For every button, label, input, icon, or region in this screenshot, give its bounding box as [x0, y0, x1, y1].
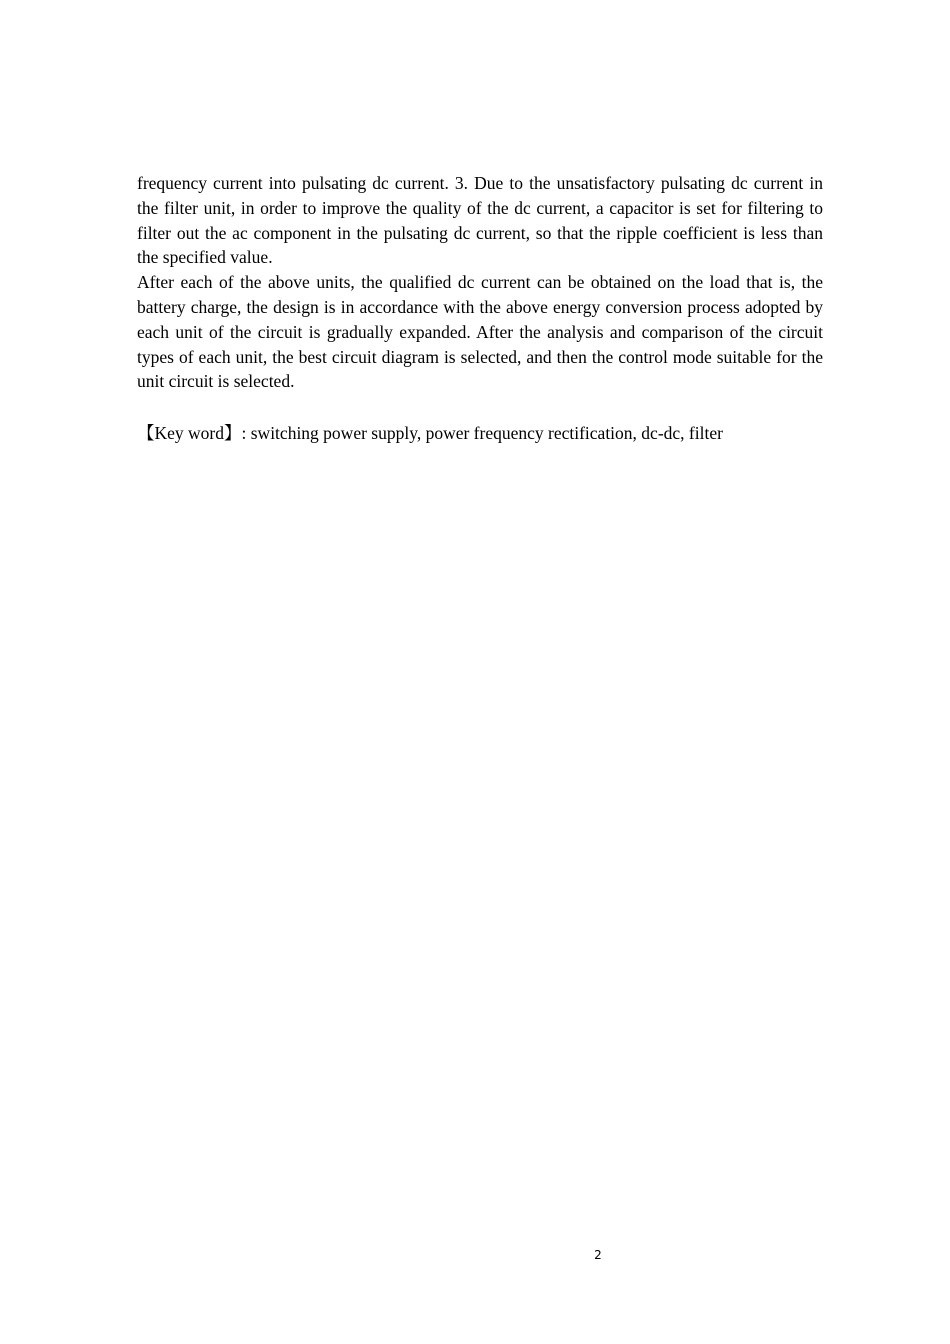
keywords-text: switching power supply, power frequency rectification, dc-dc, filter — [250, 423, 723, 443]
keywords-label: 【Key word】 — [137, 423, 242, 443]
keywords-separator: : — [241, 423, 251, 443]
keywords-line — [137, 421, 837, 446]
abstract-body — [137, 171, 823, 394]
abstract-paragraph-1: frequency current into pulsating dc current. 3. Due to the unsatisfactory pulsating dc current in the filter unit, in order to improve the quality of the dc current, a capacitor is set for filtering to filter out the ac component in the pulsating dc current, so that the ripple coefficient is less than the specified value. — [137, 173, 823, 268]
abstract-paragraph-2: After each of the above units, the qualified dc current can be obtained on the load that is, the battery charge, the design is in accordance with the above energy conversion process adopted by each unit of the circuit is gradually expanded. After the analysis and comparison of the circuit types of each unit, the best circuit diagram is selected, and then the control mode suitable for the unit circuit is selected. — [137, 272, 823, 392]
page-number: 2 — [594, 1248, 602, 1262]
